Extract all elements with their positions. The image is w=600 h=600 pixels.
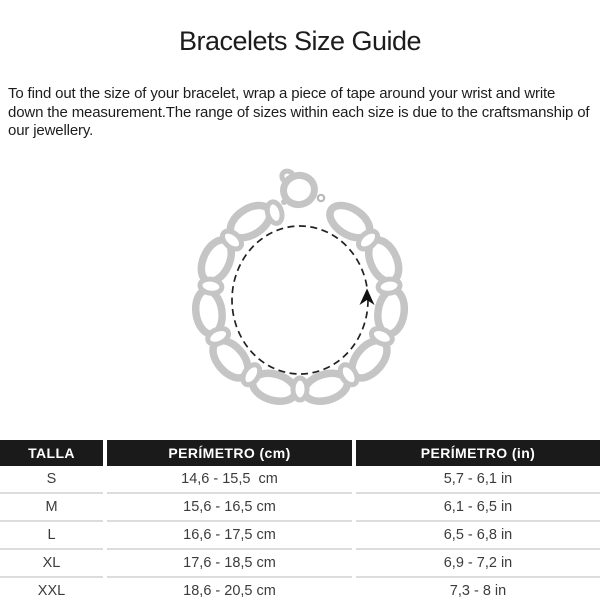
table-row-xl — [0, 550, 600, 578]
bracelet-diagram — [0, 157, 600, 437]
col-header-talla: TALLA — [0, 440, 103, 466]
cell-talla: L — [0, 522, 103, 550]
page-title: Bracelets Size Guide — [178, 26, 422, 56]
cell-talla: M — [0, 494, 103, 522]
cell-in: 6,9 - 7,2 in — [356, 550, 600, 578]
wrist-dashed-circle — [232, 226, 368, 374]
cell-talla: XL — [0, 550, 103, 578]
col-header-perimetro-in: PERÍMETRO (in) — [356, 440, 600, 466]
cell-talla: XXL — [0, 578, 103, 600]
cell-cm: 18,6 - 20,5 cm — [107, 578, 352, 600]
cell-in: 6,1 - 6,5 in — [356, 494, 600, 522]
cell-talla: S — [0, 466, 103, 494]
table-row-m — [0, 494, 600, 522]
cell-cm: 17,6 - 18,5 cm — [107, 550, 352, 578]
cell-cm: 15,6 - 16,5 cm — [107, 494, 352, 522]
intro-text: To find out the size of your bracelet, wrap a piece of tape around your wrist and write down the measurement.The range of sizes within each size is due to the craftsmanship of our jewellery. — [8, 85, 590, 139]
size-table — [0, 440, 600, 600]
table-row-xxl — [0, 578, 600, 600]
cell-in: 6,5 - 6,8 in — [356, 522, 600, 550]
col-header-perimetro-cm: PERÍMETRO (cm) — [107, 440, 352, 466]
direction-arrow-icon — [360, 288, 375, 305]
size-table-header-row — [0, 440, 600, 466]
cell-in: 5,7 - 6,1 in — [356, 466, 600, 494]
cell-cm: 16,6 - 17,5 cm — [107, 522, 352, 550]
lobster-clasp-icon — [279, 168, 324, 207]
table-row-s — [0, 466, 600, 494]
chain-links — [193, 198, 407, 405]
cell-cm: 14,6 - 15,5 cm — [107, 466, 352, 494]
table-row-l — [0, 522, 600, 550]
cell-in: 7,3 - 8 in — [356, 578, 600, 600]
